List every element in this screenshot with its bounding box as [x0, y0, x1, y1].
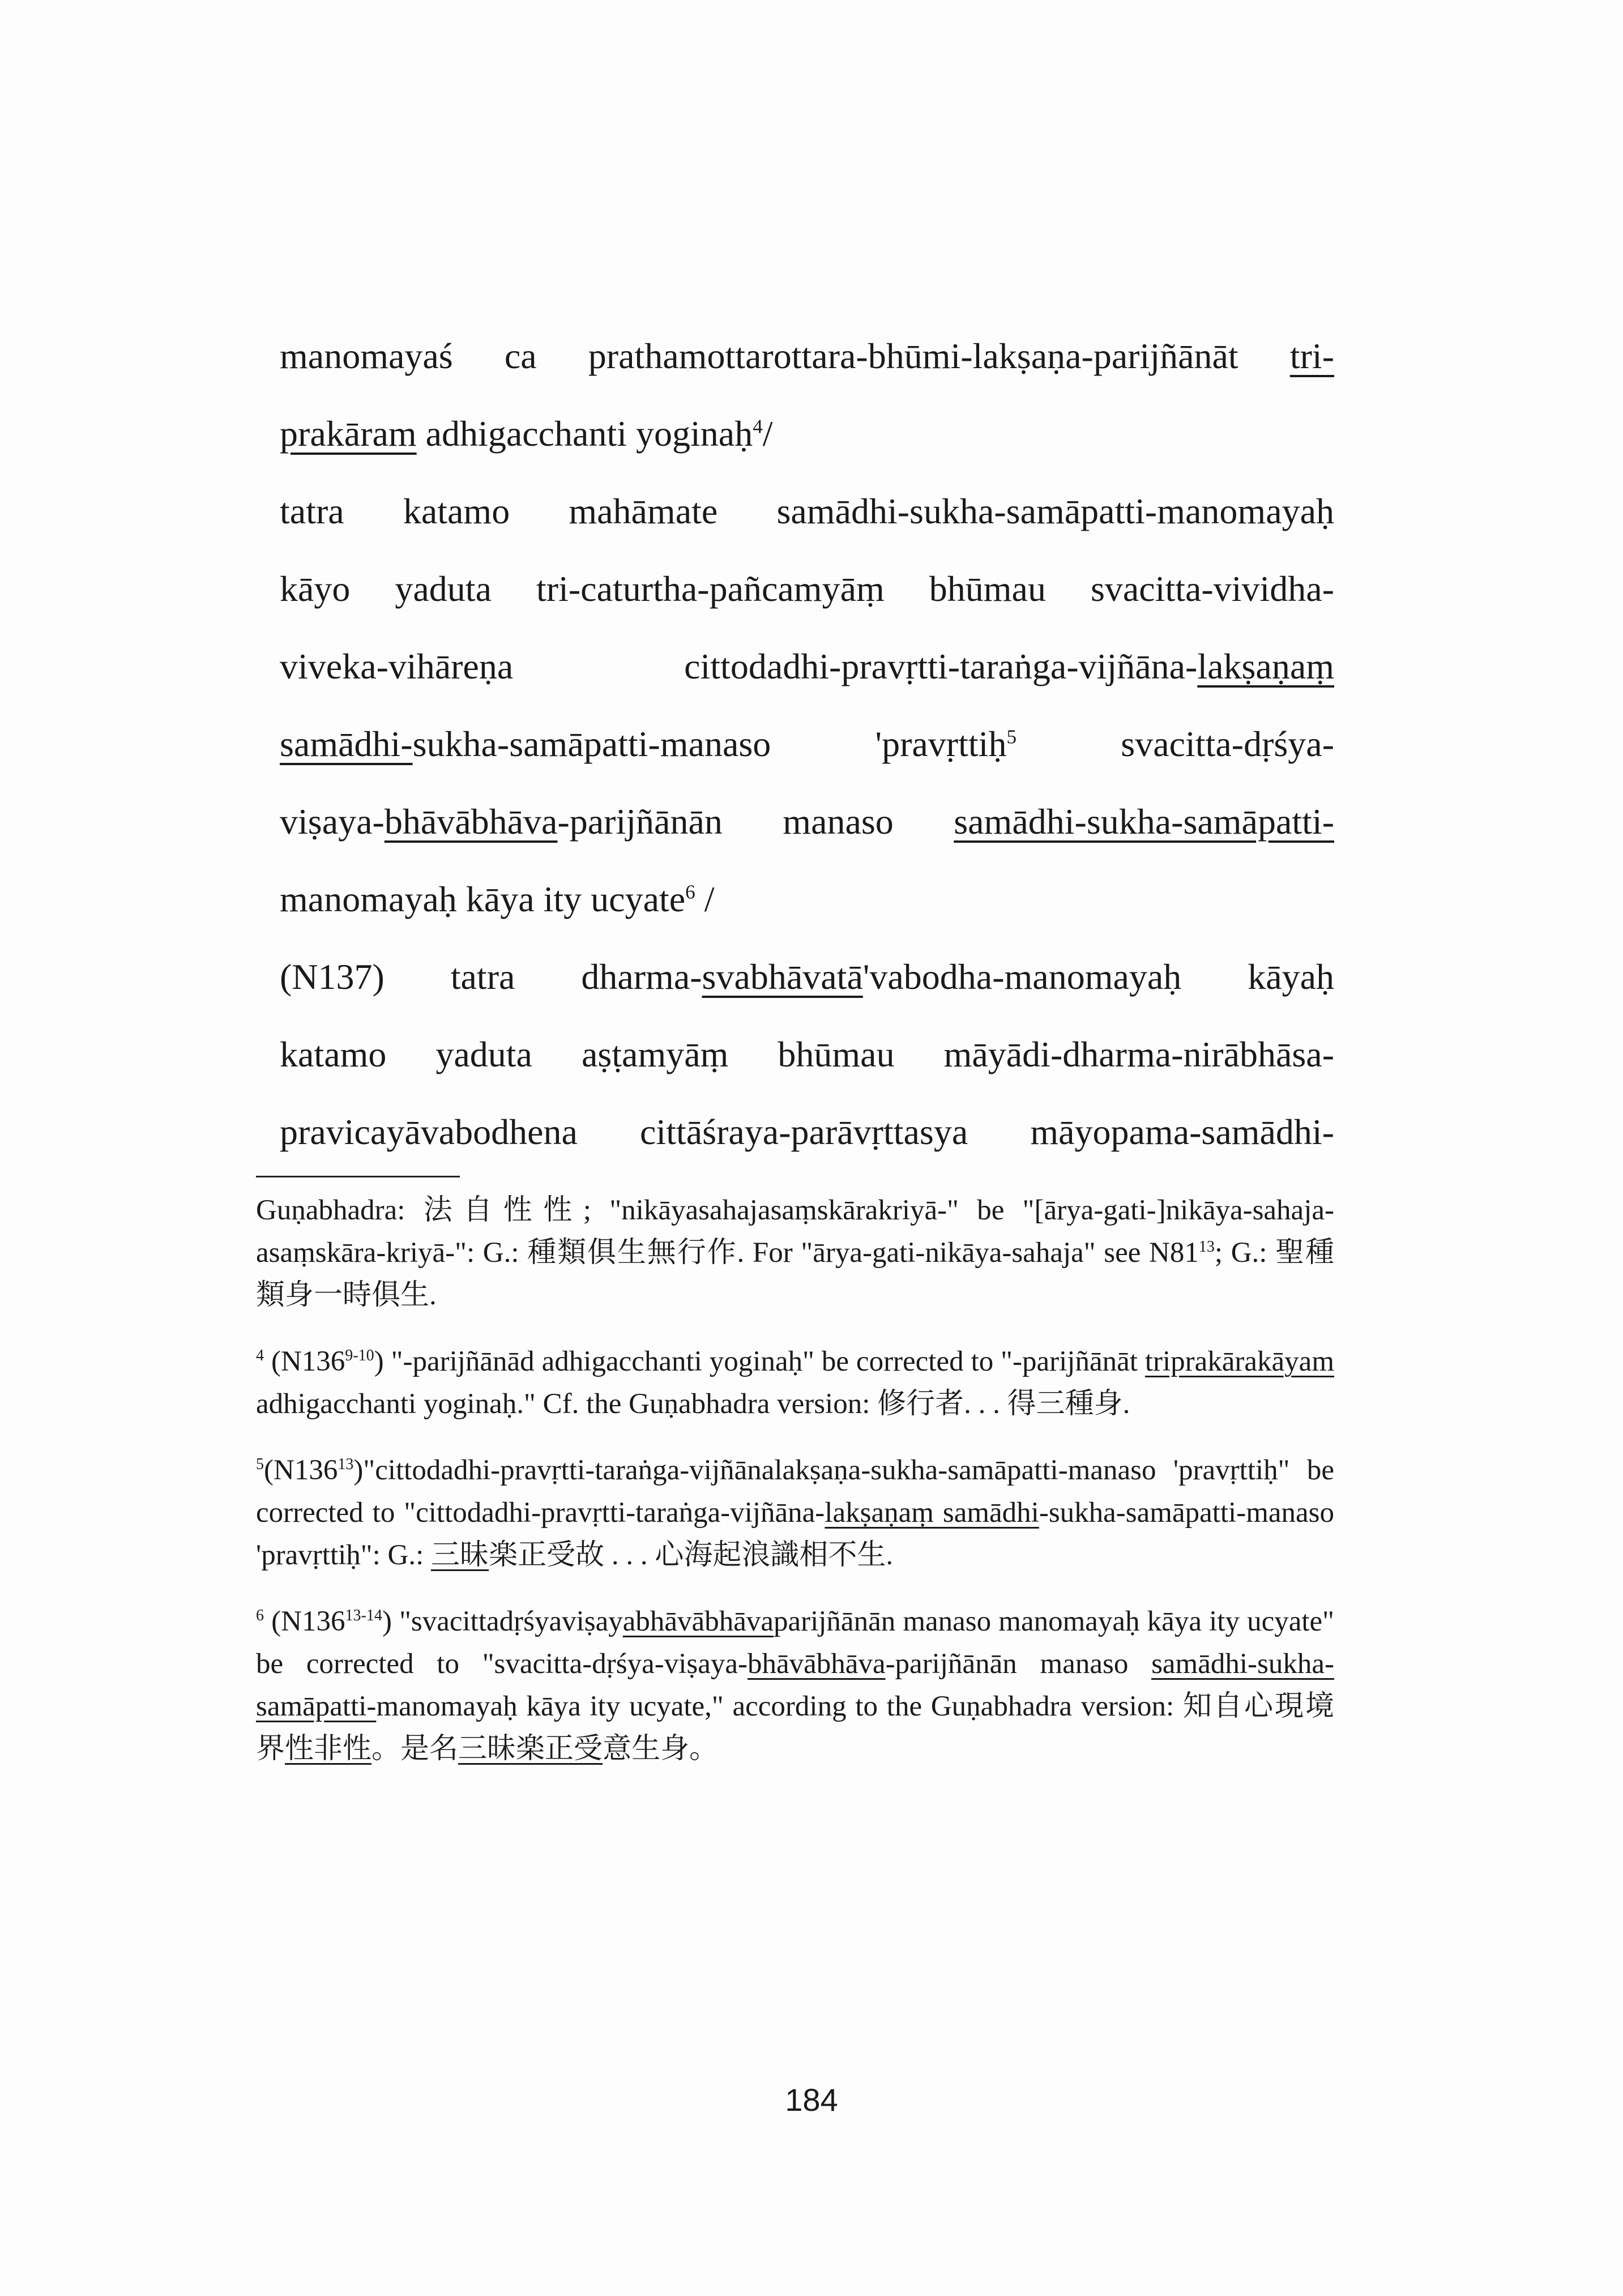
text-line-10: katamo yaduta aṣṭamyāṃ bhūmau māyādi-dharma-nirābhāsa-	[280, 1034, 1334, 1074]
text-segment: ) "svacittadṛśyaviṣay	[382, 1606, 623, 1637]
underlined-term: bhāvābhāva	[384, 801, 558, 842]
text-segment: parijñānān manaso manomayaḥ kāya ity ucyate" be corrected to "svacitta-dṛśya-viṣaya-	[256, 1606, 1334, 1680]
underlined-term: prakāram	[280, 413, 417, 454]
superscript: 13-14	[345, 1607, 382, 1624]
text-segment: ) "-parijñānād adhigacchanti yoginaḥ" be corrected to "-parijñānāt	[374, 1346, 1145, 1377]
main-text	[280, 317, 1334, 1171]
text-segment: svacitta-dṛśya-	[1016, 724, 1334, 764]
underlined-term: 三昧楽正受	[458, 1733, 603, 1765]
text-line-2	[280, 395, 1334, 472]
footnote-ref: 6	[685, 881, 695, 903]
footnote-number: 4	[256, 1347, 264, 1364]
text-segment: manomayaḥ kāya ity ucyate	[280, 879, 686, 919]
superscript: 13	[1198, 1238, 1215, 1256]
text-segment: /	[762, 413, 773, 454]
text-segment: Guṇabhadra: 法自性性; "nikāyasahajasaṃskārakriyā-" be "[ārya-gati-]nikāya-sahaja-asaṃskāra-kriyā-": G.: 種類俱生無行作. For "ārya-gati-nikāya-sahaja" see N81	[256, 1194, 1334, 1269]
underlined-term: samādhi-sukha-samāpatti-	[256, 1648, 1334, 1722]
underlined-term: samādhi-	[280, 724, 413, 764]
text-line-1	[280, 317, 1334, 395]
footnote-ref: 5	[1006, 725, 1017, 748]
text-segment: (N136	[264, 1346, 345, 1377]
underlined-term: triprakārakāyam	[1144, 1346, 1334, 1377]
footnote-ref: 4	[753, 415, 763, 438]
page-number: 184	[785, 2082, 838, 2118]
text-segment: 楽正受故 . . . 心海起浪識相不生.	[489, 1539, 894, 1571]
underlined-term: svabhāvatā	[702, 957, 863, 997]
text-segment: adhigacchanti yoginaḥ." Cf. the Guṇabhadra version: 修行者. . . 得三種身.	[256, 1388, 1130, 1420]
underlined-term: tri-	[1289, 336, 1334, 376]
text-line-3: tatra katamo mahāmate samādhi-sukha-samāpatti-manomayaḥ	[280, 491, 1334, 531]
text-line-9	[280, 938, 1334, 1015]
text-segment: )"cittodadhi-pravṛtti-taraṅga-vijñānalakṣaṇa-sukha-samāpatti-manaso 'pravṛttiḥ" be corrected to "cittodadhi-pravṛtti-taraṅga-vijñāna-	[256, 1454, 1334, 1529]
text-segment: viṣaya-	[280, 801, 385, 842]
text-segment: adhigacchanti yoginaḥ	[416, 413, 753, 454]
text-line-5	[280, 628, 1334, 705]
footnote-divider	[256, 1176, 460, 1177]
text-segment: 'vabodha-manomayaḥ kāyaḥ	[862, 957, 1335, 997]
underlined-term: bhāvābhāva	[748, 1648, 886, 1680]
superscript: 9-10	[345, 1347, 374, 1364]
footnote-4	[256, 1341, 1334, 1426]
text-segment: viveka-vihāreṇa cittodadhi-pravṛtti-taraṅga-vijñāna-	[280, 646, 1198, 686]
text-segment: (N137) tatra dharma-	[280, 957, 702, 997]
text-segment: ; G.: 聖種類身一時俱生.	[256, 1237, 1334, 1311]
text-line-7	[280, 783, 1334, 860]
underlined-term: abhāvābhāva	[622, 1606, 774, 1637]
underlined-term: 三昧	[431, 1539, 489, 1571]
footnote-number: 6	[256, 1607, 264, 1624]
text-segment: 。是名	[371, 1733, 459, 1765]
underlined-term: lakṣaṇaṃ	[1197, 646, 1334, 686]
text-segment: -sukha-samāpatti-manaso 'pravṛttiḥ": G.:	[256, 1497, 1334, 1571]
footnote-5	[256, 1449, 1334, 1577]
footnotes	[256, 1189, 1334, 1794]
text-segment: -parijñānān manaso	[885, 1648, 1152, 1680]
text-segment: 意生身。	[603, 1733, 719, 1765]
underlined-term: lakṣaṇaṃ samādhi	[825, 1497, 1039, 1529]
footnote-3	[256, 1189, 1334, 1317]
text-segment: sukha-samāpatti-manaso 'pravṛttiḥ	[412, 724, 1007, 764]
footnote-number: 5	[256, 1456, 264, 1473]
text-segment: manomayaḥ kāya ity ucyate," according to the Guṇabhadra version: 知自心現境界	[256, 1691, 1334, 1765]
text-line-8	[280, 860, 1334, 938]
underlined-term: samādhi-sukha-samāpatti-	[954, 801, 1334, 842]
text-segment: -parijñānān manaso	[557, 801, 954, 842]
footnote-6	[256, 1601, 1334, 1770]
text-segment: (N136	[264, 1454, 338, 1486]
text-segment: manomayaś ca prathamottarottara-bhūmi-lakṣaṇa-parijñānāt	[280, 336, 1290, 376]
text-line-6	[280, 705, 1334, 783]
text-line-11: pravicayāvabodhena cittāśraya-parāvṛttasya māyopama-samādhi-	[280, 1112, 1334, 1152]
superscript: 13	[338, 1456, 354, 1473]
text-segment: (N136	[264, 1606, 345, 1637]
text-segment: /	[695, 879, 715, 919]
underlined-term: 性非性	[285, 1733, 372, 1765]
text-line-4: kāyo yaduta tri-caturtha-pañcamyāṃ bhūmau svacitta-vividha-	[280, 569, 1334, 609]
